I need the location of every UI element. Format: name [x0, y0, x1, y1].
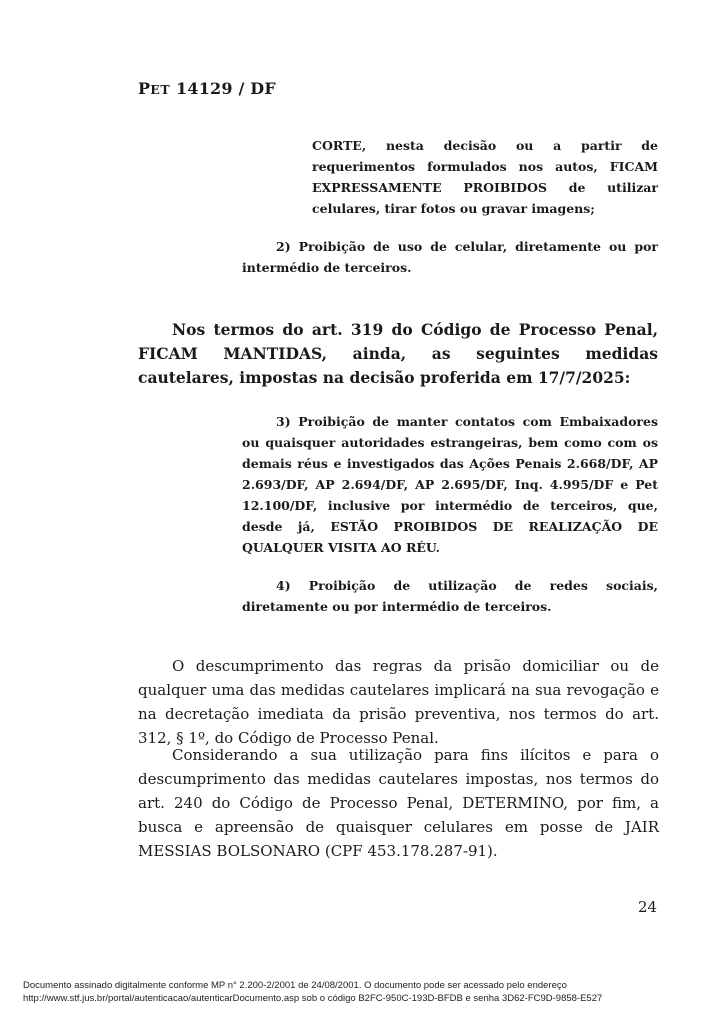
measure-item-2	[242, 236, 658, 278]
paragraph-1-text: O descumprimento das regras da prisão domiciliar ou de qualquer uma das medidas cautelares implicará na sua revogação e na decretação imediata da prisão preventiva, nos termos do art. 312, § 1º, do Código de Processo Penal.	[138, 657, 659, 747]
measure-item-3-text: 3) Proibição de manter contatos com Embaixadores ou quaisquer autoridades estrangeiras, bem como com os demais réus e investigados das Ações Penais 2.668/DF, AP 2.693/DF, AP 2.694/DF, AP 2.695/DF, Inq. 4.995/DF e Pet 12.100/DF, inclusive por intermédio de terceiros, que, desde já, ESTÃO PROIBIDOS DE REALIZAÇÃO DE QUALQUER VISITA AO RÉU.	[242, 414, 658, 555]
footer-line-2: http://www.stf.jus.br/portal/autenticacao/autenticarDocumento.asp sob o código B2FC-950C-193D-BFDB e senha 3D62-FC9D-9858-E527	[23, 993, 603, 1004]
bold-paragraph	[138, 318, 658, 390]
measure-item-4-text: 4) Proibição de utilização de redes sociais, diretamente ou por intermédio de terceiros.	[242, 578, 658, 614]
measure-item-4	[242, 575, 658, 617]
page-number: 24	[638, 898, 658, 916]
quoted-block	[312, 135, 658, 219]
measure-item-2-text: 2) Proibição de uso de celular, diretamente ou por intermédio de terceiros.	[242, 239, 658, 275]
document-header	[138, 79, 276, 98]
case-number: 14129 / DF	[170, 79, 276, 98]
header-rest-letters: ET	[150, 82, 171, 97]
paragraph-1	[138, 654, 659, 750]
footer-line-1: Documento assinado digitalmente conforme MP n° 2.200-2/2001 de 24/08/2001. O documento pode ser acessado pelo endereço	[23, 980, 567, 991]
measure-item-3	[242, 411, 658, 558]
bold-paragraph-text: Nos termos do art. 319 do Código de Processo Penal, FICAM MANTIDAS, ainda, as seguintes medidas cautelares, impostas na decisão proferida em 17/7/2025:	[138, 320, 658, 387]
header-first-letter: P	[138, 79, 151, 98]
quoted-text: CORTE, nesta decisão ou a partir de requerimentos formulados nos autos, FICAM EXPRESSAMENTE PROIBIDOS de utilizar celulares, tirar fotos ou gravar imagens;	[312, 138, 658, 216]
paragraph-2-text: Considerando a sua utilização para fins ilícitos e para o descumprimento das medidas cautelares impostas, nos termos do art. 240 do Código de Processo Penal, DETERMINO, por fim, a busca e apreensão de quaisquer celulares em posse de JAIR MESSIAS BOLSONARO (CPF 453.178.287-91).	[138, 746, 659, 860]
signature-footer	[23, 979, 713, 1005]
paragraph-2	[138, 743, 659, 863]
